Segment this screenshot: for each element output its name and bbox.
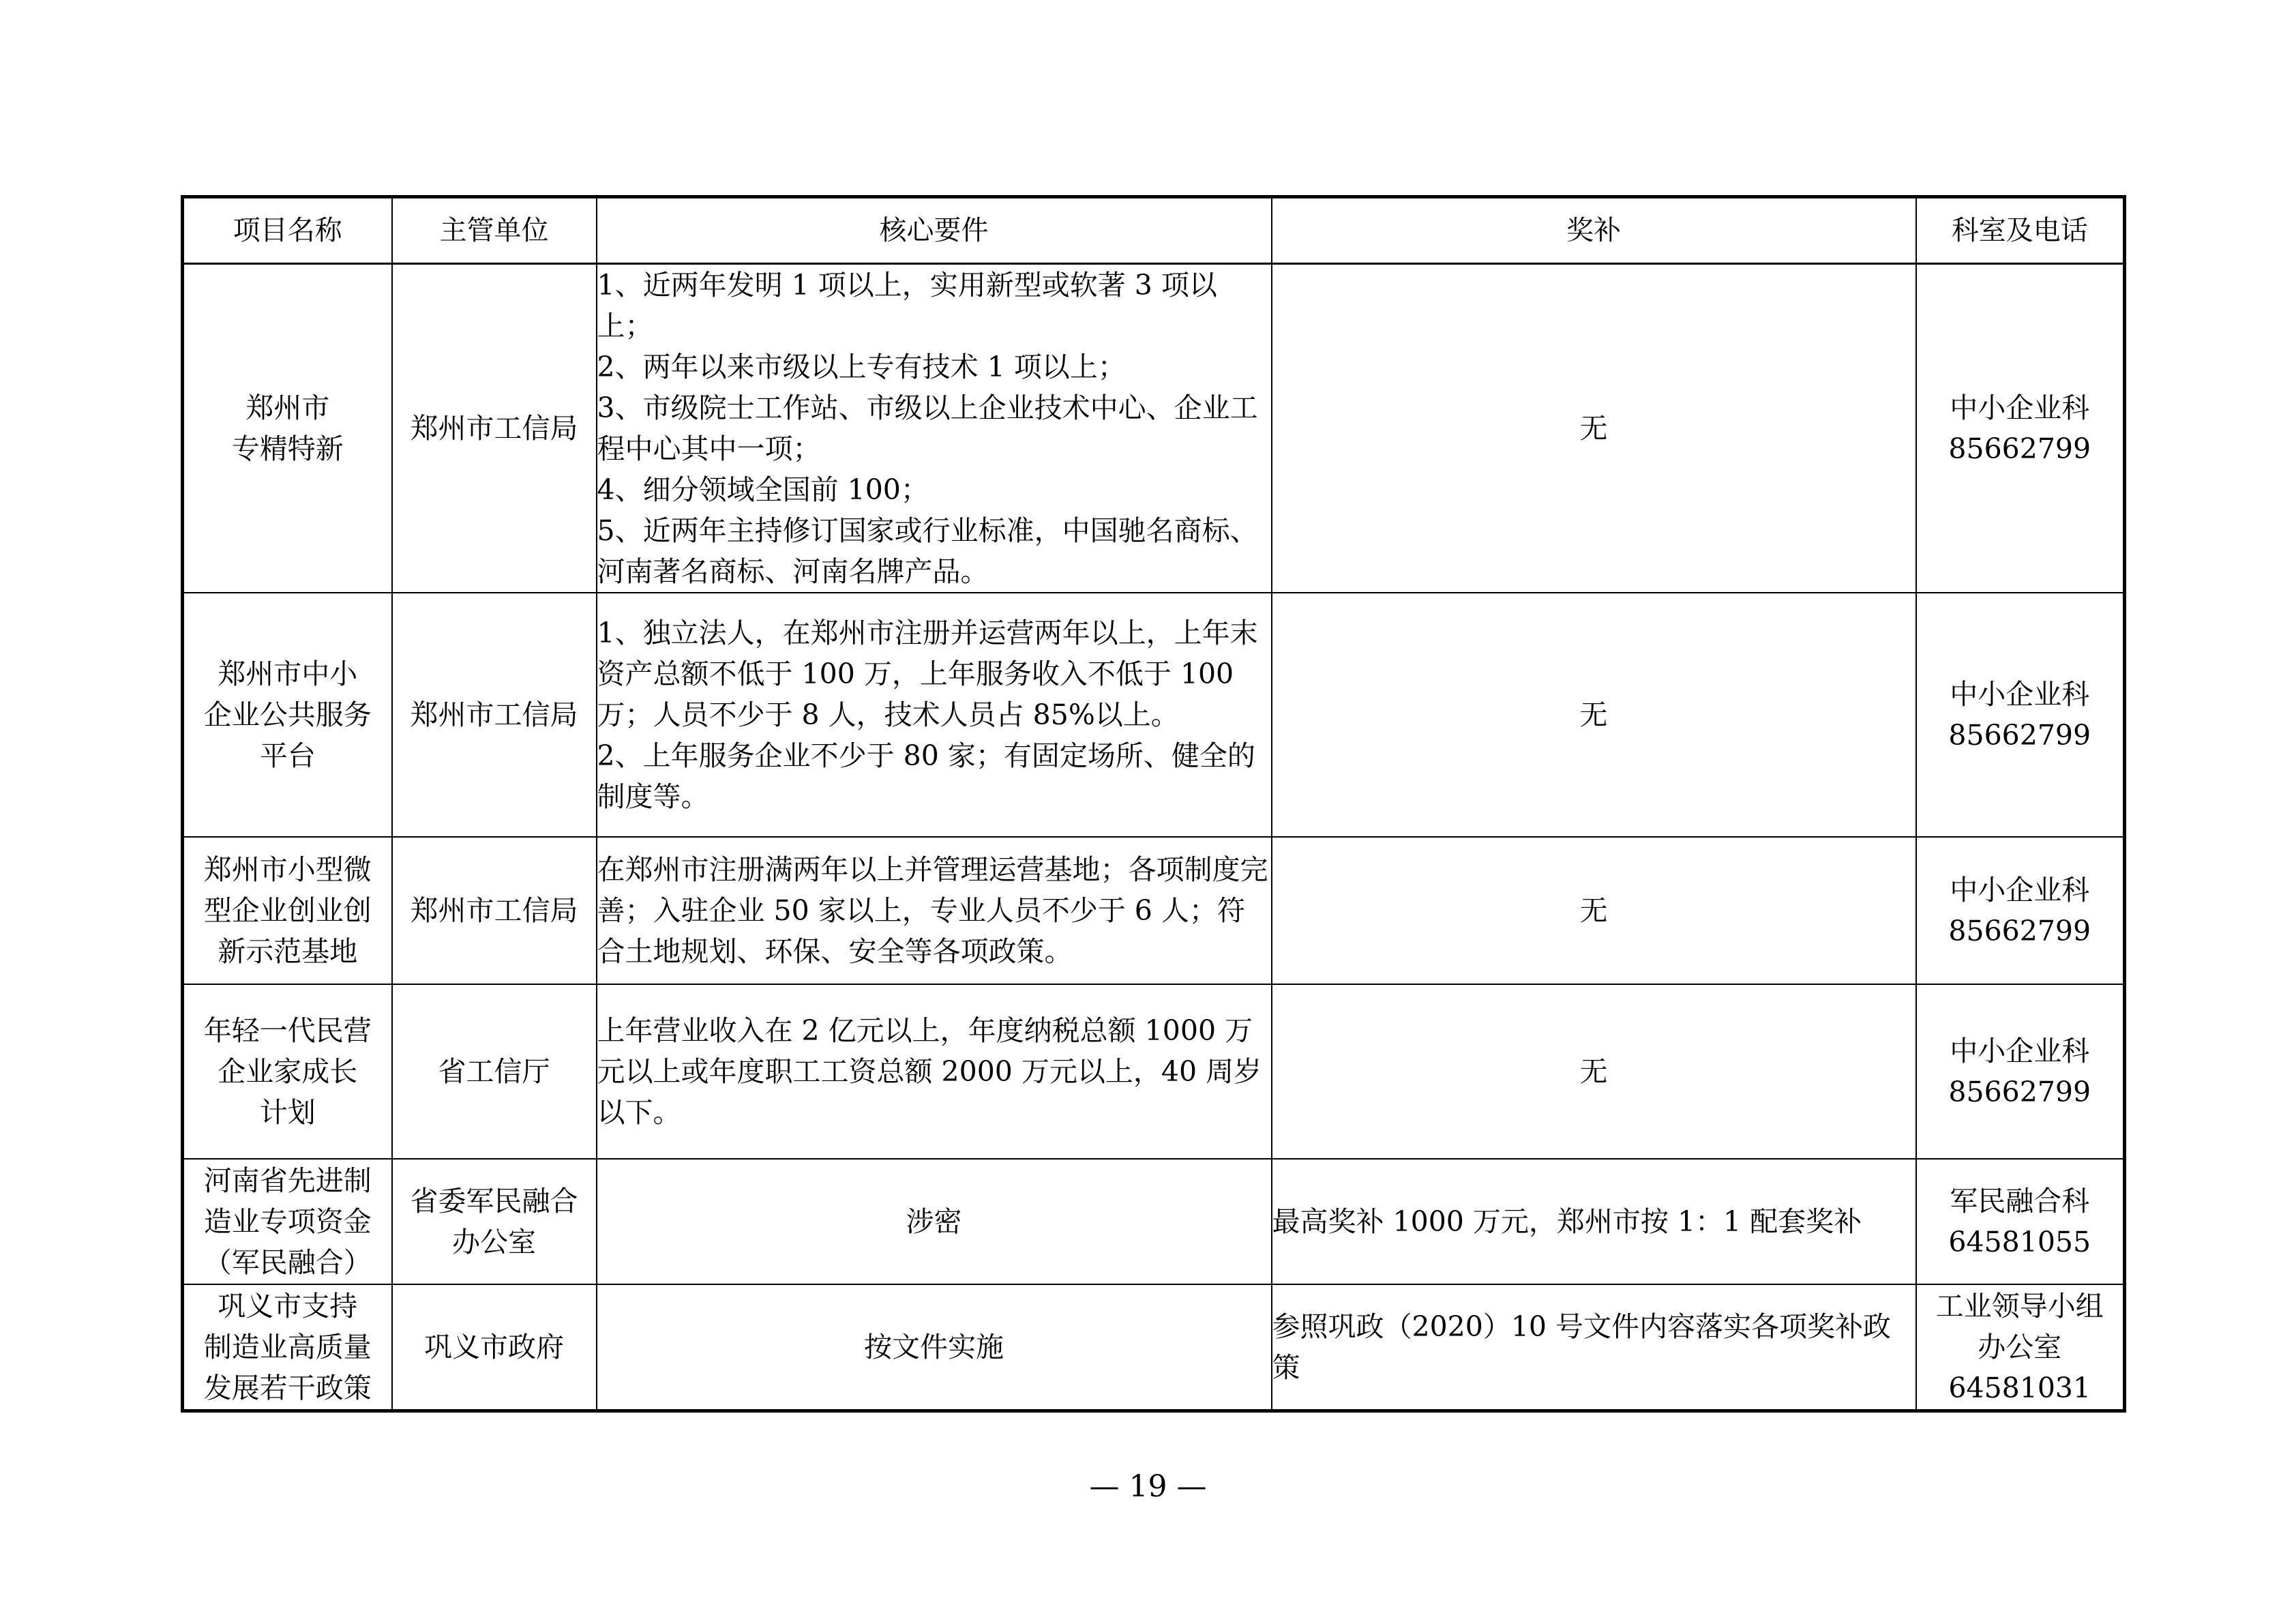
header-project-name: 项目名称 [183,197,392,264]
cell-department [392,1284,597,1411]
requirements-text: 1、独立法人，在郑州市注册并运营两年以上，上年末资产总额不低于 100 万，上年服务收入不低于 100 万；人员不少于 8 人，技术人员占 85%以上。 2、上年服务企业不少于 80 家；有固定场所、健全的制度等。 [597,617,1258,813]
cell-requirements [597,593,1272,837]
cell-requirements [597,1159,1272,1284]
reward-text: 参照巩政（2020）10 号文件内容落实各项奖补政策 [1272,1310,1892,1384]
cell-requirements [597,1284,1272,1411]
cell-reward [1272,984,1916,1159]
department-text: 郑州市工信局 [410,894,578,927]
table-row [183,1284,2125,1411]
project-name-text: 年轻一代民营 企业家成长 计划 [203,1014,372,1129]
cell-project-name [183,593,392,837]
cell-contact [1916,264,2125,593]
header-department: 主管单位 [392,197,597,264]
cell-department [392,984,597,1159]
cell-reward [1272,837,1916,984]
reward-text: 无 [1579,894,1608,927]
department-text: 省工信厅 [438,1055,550,1088]
cell-project-name [183,264,392,593]
contact-text: 中小企业科 85662799 [1948,392,2091,465]
contact-text: 中小企业科 85662799 [1948,678,2091,752]
requirements-text: 按文件实施 [864,1331,1004,1363]
department-text: 省委军民融合 办公室 [410,1185,578,1258]
cell-contact [1916,1159,2125,1284]
header-contact: 科室及电话 [1916,197,2125,264]
cell-requirements [597,264,1272,593]
requirements-text: 上年营业收入在 2 亿元以上，年度纳税总额 1000 万元以上或年度职工工资总额 2000 万元以上，40 周岁以下。 [597,1014,1262,1129]
cell-contact [1916,837,2125,984]
reward-text: 无 [1579,412,1608,445]
department-text: 郑州市工信局 [410,412,578,445]
table-row [183,593,2125,837]
cell-requirements [597,984,1272,1159]
cell-reward [1272,593,1916,837]
cell-reward [1272,1284,1916,1411]
header-reward: 奖补 [1272,197,1916,264]
cell-department [392,264,597,593]
page-number: — 19 — [1089,1469,1207,1504]
table-row [183,984,2125,1159]
policy-table [181,195,2126,1413]
requirements-text: 涉密 [906,1205,962,1238]
header-requirements: 核心要件 [597,197,1272,264]
reward-text: 最高奖补 1000 万元，郑州市按 1：1 配套奖补 [1272,1205,1862,1238]
contact-text: 工业领导小组 办公室 64581031 [1935,1290,2104,1404]
contact-text: 军民融合科 64581055 [1948,1185,2091,1258]
cell-project-name [183,984,392,1159]
cell-requirements [597,837,1272,984]
table-header-row [183,197,2125,264]
reward-text: 无 [1579,698,1608,731]
cell-contact [1916,984,2125,1159]
cell-department [392,1159,597,1284]
table-row [183,1159,2125,1284]
reward-text: 无 [1579,1055,1608,1088]
project-name-text: 巩义市支持 制造业高质量 发展若干政策 [203,1290,372,1404]
table-row [183,837,2125,984]
project-name-text: 郑州市小型微 型企业创业创 新示范基地 [203,853,372,968]
department-text: 巩义市政府 [424,1331,564,1363]
table-row [183,264,2125,593]
cell-reward [1272,264,1916,593]
department-text: 郑州市工信局 [410,698,578,731]
cell-department [392,837,597,984]
cell-contact [1916,593,2125,837]
contact-text: 中小企业科 85662799 [1948,1035,2091,1108]
requirements-text: 1、近两年发明 1 项以上，实用新型或软著 3 项以上； 2、两年以来市级以上专有技术 1 项以上； 3、市级院士工作站、市级以上企业技术中心、企业工程中心其中一项； 4、细分领域全国前 100； 5、近两年主持修订国家或行业标准，中国驰名商标、河南著名商标、河南名牌产品。 [597,269,1258,588]
project-name-text: 郑州市 专精特新 [231,392,344,465]
contact-text: 中小企业科 85662799 [1948,874,2091,947]
requirements-text: 在郑州市注册满两年以上并管理运营基地；各项制度完善；入驻企业 50 家以上，专业人员不少于 6 人；符合土地规划、环保、安全等各项政策。 [597,853,1268,968]
cell-project-name [183,837,392,984]
cell-department [392,593,597,837]
cell-reward [1272,1159,1916,1284]
cell-contact [1916,1284,2125,1411]
project-name-text: 河南省先进制 造业专项资金 （军民融合） [203,1164,372,1279]
project-name-text: 郑州市中小 企业公共服务 平台 [203,658,372,772]
cell-project-name [183,1284,392,1411]
cell-project-name [183,1159,392,1284]
